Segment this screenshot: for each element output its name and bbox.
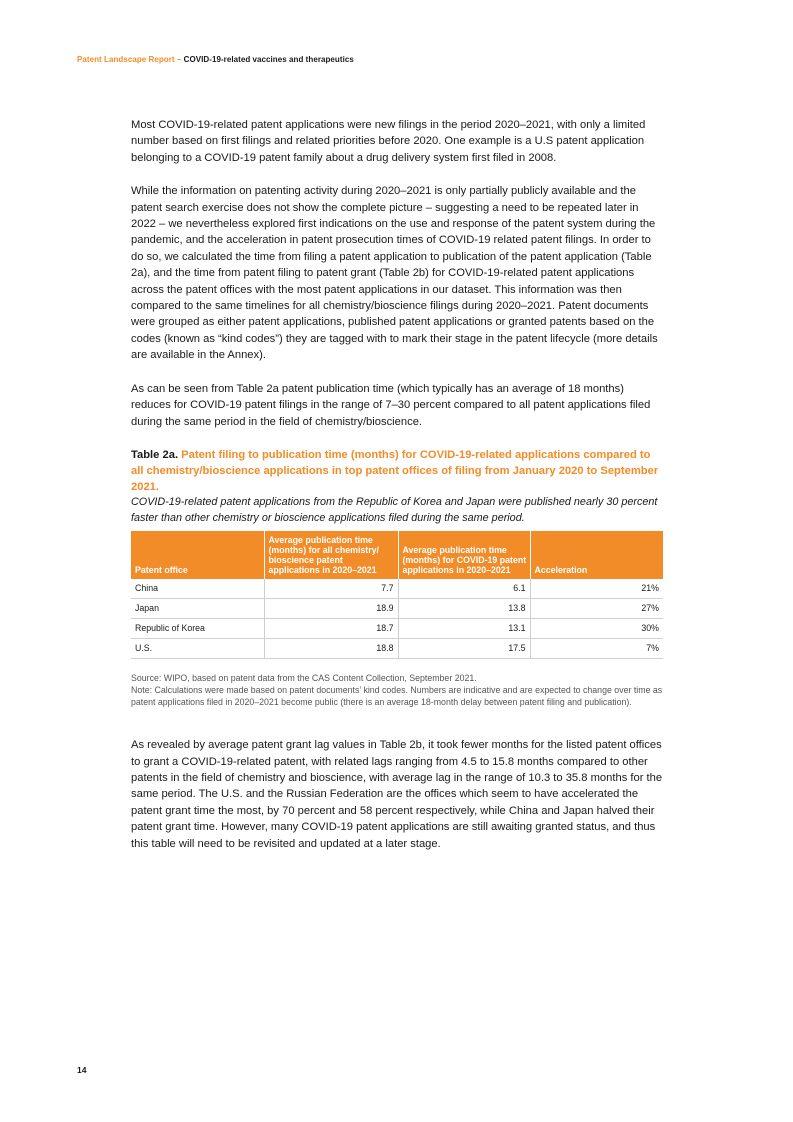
header-all-chemistry: Average publication time (months) for all chemistry/ bioscience patent applications in 2020–2021 (264, 531, 398, 579)
header-patent-office: Patent office (131, 531, 264, 579)
paragraph-3: As can be seen from Table 2a patent publication time (which typically has an average of 18 months) reduces for COVID-19 patent filings in the range of 7–30 percent compared to all patent applications filed during the same period in the field of chemistry/bioscience. (131, 382, 651, 428)
cell-acceleration: 21% (530, 579, 663, 599)
table-notes (131, 672, 665, 708)
cell-office: Republic of Korea (131, 619, 264, 639)
cell-office: China (131, 579, 264, 599)
table-row (131, 579, 663, 599)
cell-acceleration: 30% (530, 619, 663, 639)
table-source: Source: WIPO, based on patent data from the CAS Content Collection, September 2021. (131, 673, 477, 684)
cell-covid: 13.1 (398, 619, 530, 639)
cell-office: U.S. (131, 639, 264, 659)
table-row (131, 599, 663, 619)
header-acceleration: Acceleration (530, 531, 663, 579)
cell-all-chem: 18.7 (264, 619, 398, 639)
table-header-row (131, 531, 663, 579)
report-topic: COVID-19-related vaccines and therapeutics (183, 55, 354, 64)
cell-acceleration: 7% (530, 639, 663, 659)
paragraph-4: As revealed by average patent grant lag values in Table 2b, it took fewer months for the listed patent offices to grant a COVID-19-related patent, with related lags ranging from 4.5 to 15.8 months compared to other patents in the field of chemistry and bioscience, with average lag in the range of 10.3 to 35.8 months for the same period. The U.S. and the Russian Federation are the offices which seem to have accelerated the patent grant time the most, by 70 percent and 58 percent respectively, while China and Japan halved their patent grant time. However, many COVID-19 patent applications are still awaiting granted status, and thus this table will need to be revisited and updated at a later stage. (131, 739, 663, 850)
table-title-text: Patent filing to publication time (months) for COVID-19-related applications compared to all chemistry/bioscience applications in top patent offices of filing from January 2020 to September 2021. (131, 448, 659, 493)
table-row (131, 619, 663, 639)
table-note: Note: Calculations were made based on patent documents’ kind codes. Numbers are indicative and are expected to change over time as patent applications filed in 2020–2021 become public (there is an average 18-month delay between patent filing and publication). (131, 685, 663, 708)
cell-office: Japan (131, 599, 264, 619)
page-number: 14 (77, 1065, 87, 1075)
table-row (131, 639, 663, 659)
publication-time-table (131, 531, 663, 659)
header-covid: Average publication time (months) for COVID-19 patent applications in 2020–2021 (398, 531, 530, 579)
main-content (131, 117, 665, 869)
report-name: Patent Landscape Report – (77, 55, 184, 64)
table-subtitle: COVID-19-related patent applications from the Republic of Korea and Japan were published nearly 30 percent faster than other chemistry or bioscience applications filed during the same period. (131, 495, 658, 524)
cell-all-chem: 18.8 (264, 639, 398, 659)
cell-all-chem: 7.7 (264, 579, 398, 599)
table-title (131, 447, 665, 495)
cell-covid: 13.8 (398, 599, 530, 619)
table-label: Table 2a. (131, 448, 182, 461)
cell-acceleration: 27% (530, 599, 663, 619)
paragraph-1: Most COVID-19-related patent applications were new filings in the period 2020–2021, with only a limited number based on first filings and related priorities before 2020. One example is a U.S patent application belonging to a COVID-19 patent family about a drug delivery system first filed in 2008. (131, 119, 646, 164)
running-header (77, 55, 354, 64)
table-caption (131, 447, 665, 526)
cell-covid: 6.1 (398, 579, 530, 599)
cell-covid: 17.5 (398, 639, 530, 659)
cell-all-chem: 18.9 (264, 599, 398, 619)
paragraph-2: While the information on patenting activity during 2020–2021 is only partially publicly available and the patent search exercise does not show the complete picture – suggesting a need to be repeated later in 2022 – we nevertheless explored first indications on the use and response of the patent system during the pandemic, and the acceleration in patent prosecution times of COVID-19 related patent filings. In order to do so, we calculated the time from filing a patent application to publication of the patent application (Table 2a), and the time from patent filing to patent grant (Table 2b) for COVID-19-related patent applications across the patent offices with the most patent applications in our dataset. This information was then compared to the same timelines for all chemistry/bioscience filings during 2020–2021. Patent documents were grouped as either patent applications, published patent applications or granted patents based on the codes (known as “kind codes”) they are tagged with to mark their stage in the patent lifecycle (more details are available in the Annex). (131, 185, 658, 362)
